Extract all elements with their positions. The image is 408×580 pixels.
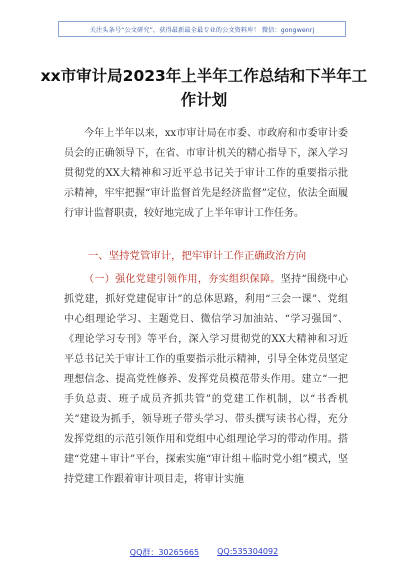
footer-contacts — [0, 547, 408, 561]
body-paragraph-text: 坚持“围绕中心抓党建，抓好党建促审计”的总体思路，利用“三会一课”、党组中心组理论学习、主题党日、微信学习加油站、“学习强国”、《理论学习专刊》等平台，深入学习贯彻党的XX大精神和习近平总书记关于审计工作的重要指示批示精神，引导全体党员坚定理想信念、提高党性修养、发挥党员模范带头作用。建立“一把手负总责、班子成员齐抓共管”的党建工作机制，以“书香机关”建设为抓手，领导班子带头学习、带头撰写读书心得，充分发挥党组的示范引领作用和党组中心组理论学习的带动作用。搭建“党建＋审计”平台，探索实施“审计组＋临时党小组”模式，坚持党建工作跟着审计项目走，将审计实施 — [64, 274, 348, 485]
intro-paragraph: 今年上半年以来，xx市审计局在市委、市政府和市委审计委员会的正确领导下，在省、市审计机关的精心指导下，深入学习贯彻党的XX大精神和习近平总书记关于审计工作的重要指示批示精神，牢牢把握“审计监督首先是经济监督”定位，依法全面履行审计监督职责，较好地完成了上半年审计工作任务。 — [64, 128, 348, 219]
body-paragraph — [64, 270, 348, 490]
promo-banner — [58, 21, 346, 37]
document-title: xx市审计局2023年上半年工作总结和下半年工作计划 — [40, 67, 368, 109]
promo-banner-text: 关注头条号“公文研究”，获得最新最全最专业的公文资料库！ 微信：gongwenrj — [89, 26, 315, 34]
qq-link[interactable]: QQ:535304092 — [217, 547, 279, 556]
qq-group-link[interactable]: QQ群：30265665 — [129, 548, 200, 557]
sub-heading: （一）强化党建引领作用，夯实组织保障。 — [84, 274, 281, 285]
section-heading: 一、坚持党管审计，把牢审计工作正确政治方向 — [88, 250, 307, 262]
